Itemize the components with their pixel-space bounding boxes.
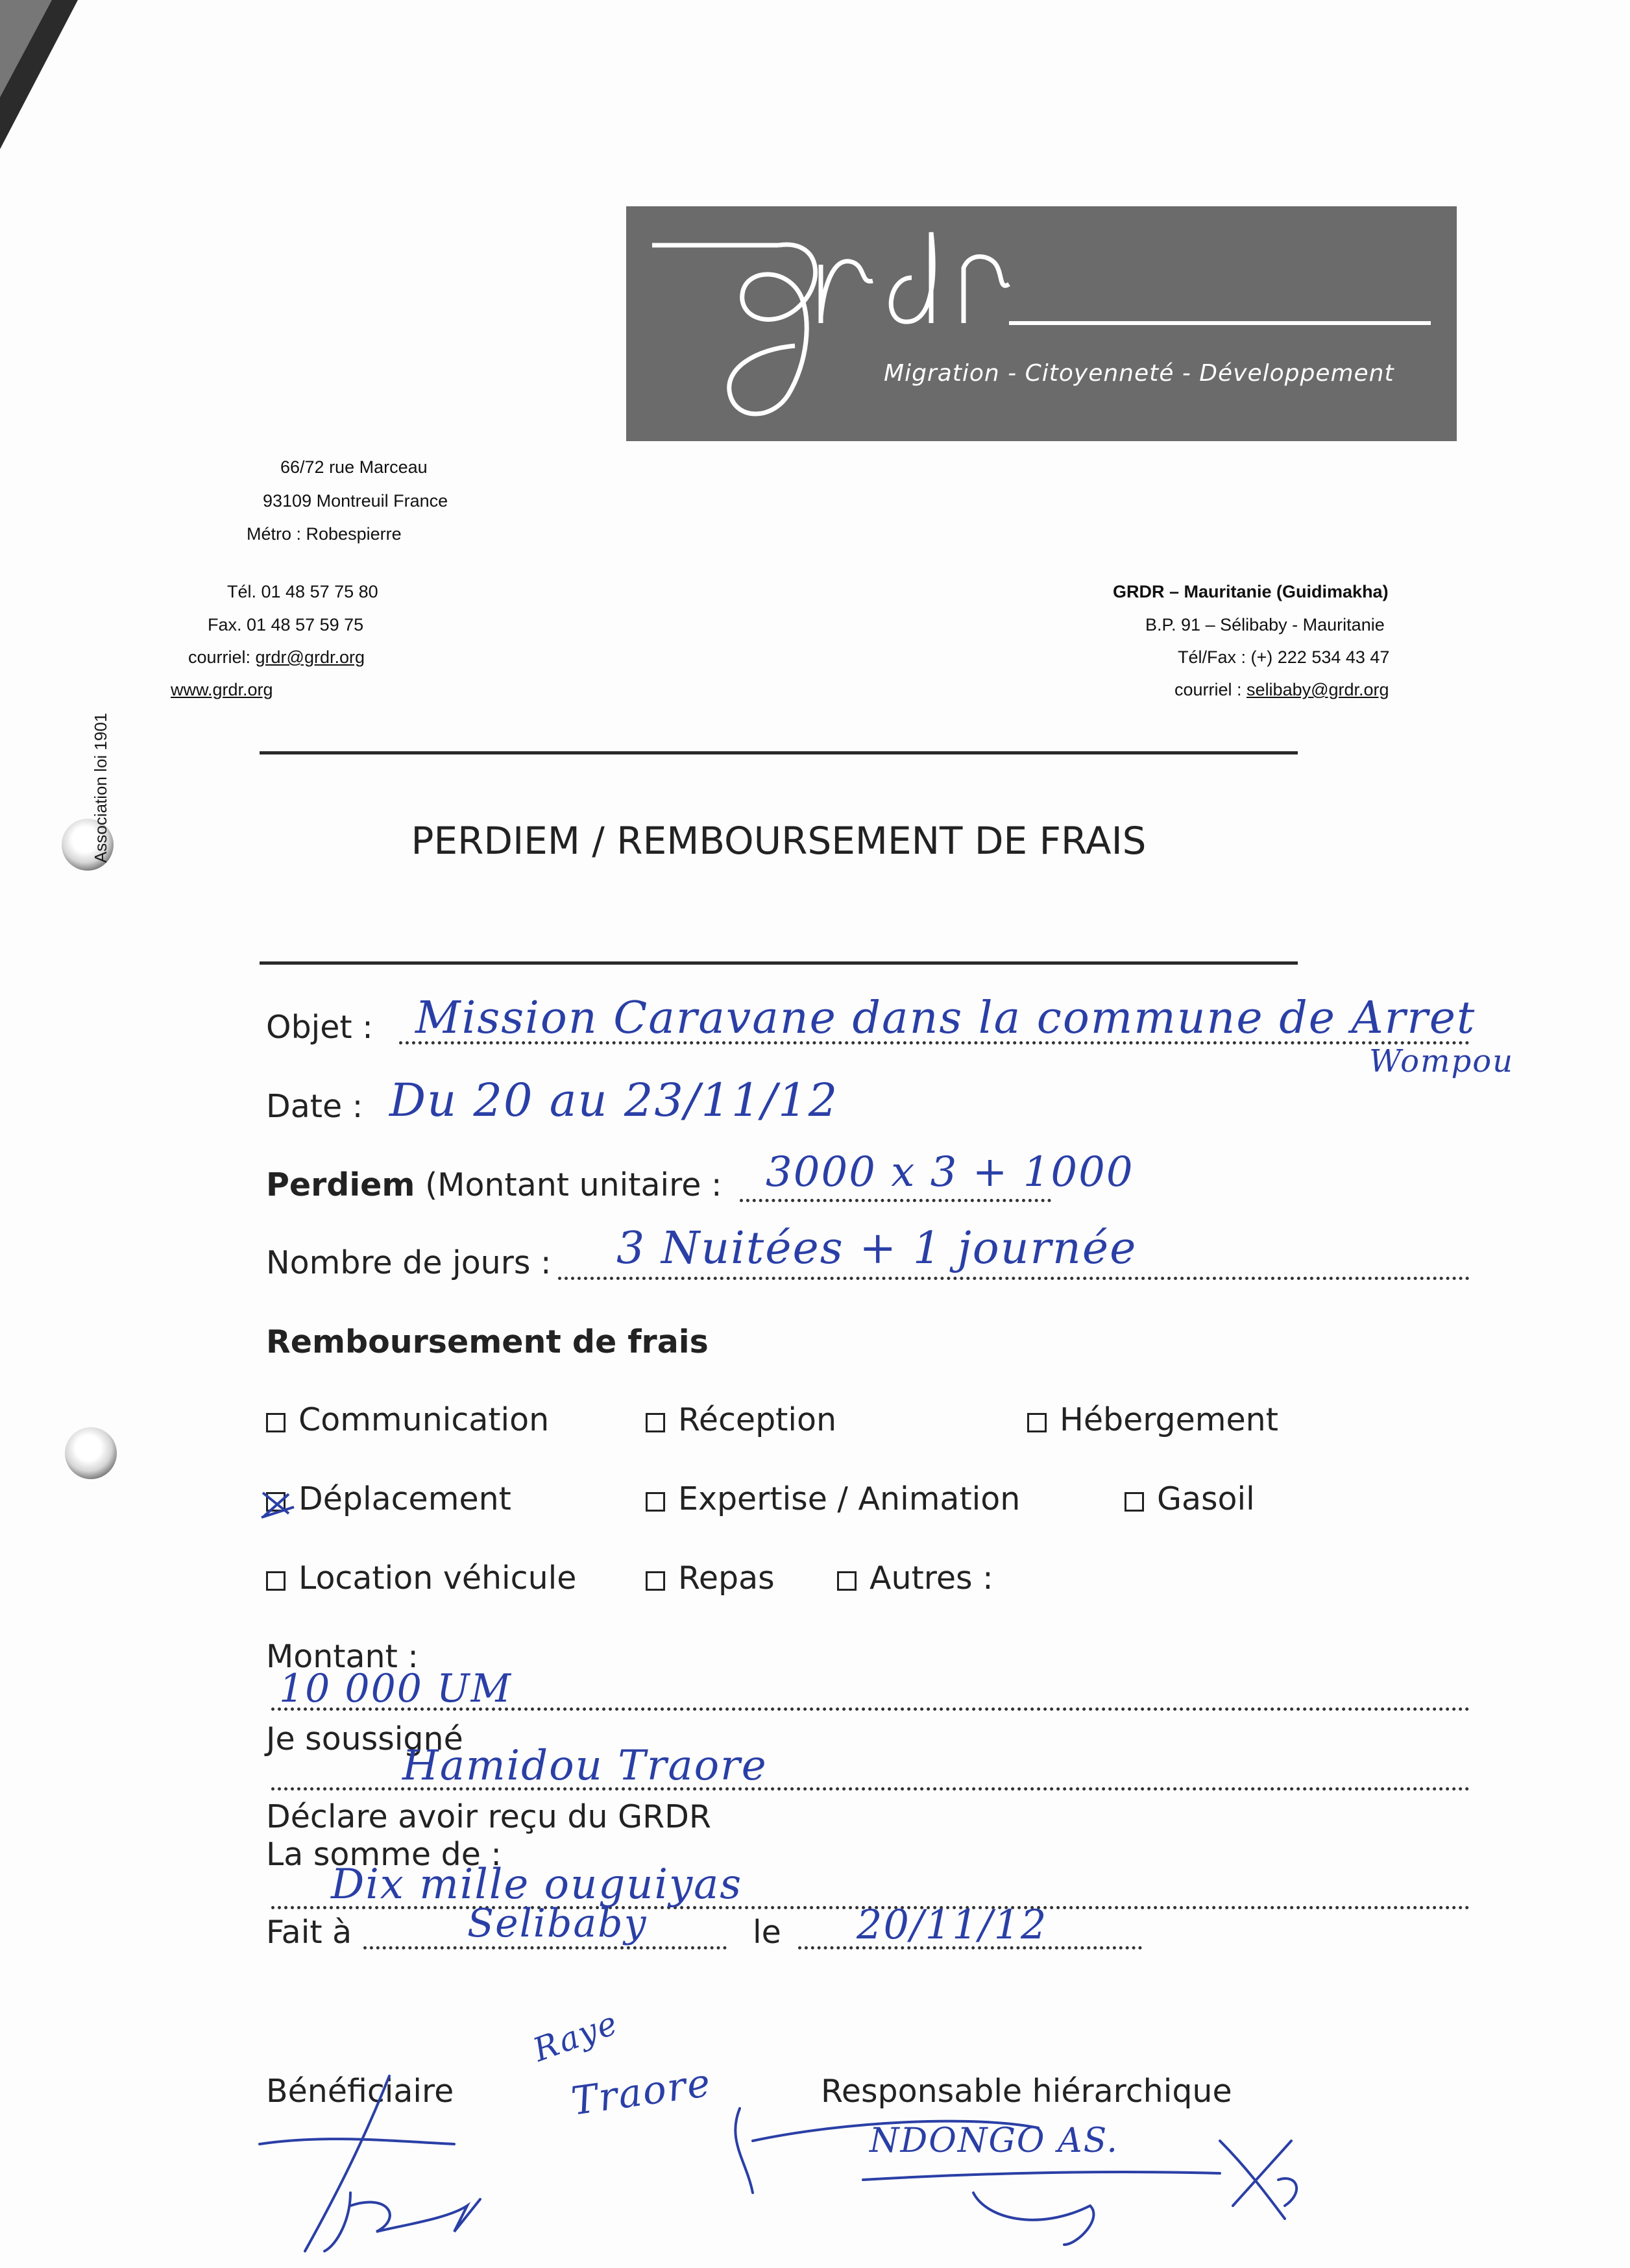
date-handwritten: Du 20 au 23/11/12 (389, 1074, 839, 1127)
montant-handwritten: 10 000 UM (279, 1666, 513, 1711)
responsable-label: Responsable hiérarchique (821, 2073, 1232, 2110)
objet-handwritten-extra: Wompou (1369, 1043, 1514, 1080)
checkbox-label: Réception (678, 1401, 837, 1438)
checkbox-label: Gasoil (1157, 1480, 1255, 1517)
signature-handwritten-2: Traore (568, 2060, 714, 2125)
address-city: 93109 Montreuil France (263, 491, 448, 511)
checkbox-label: Déplacement (298, 1480, 511, 1517)
contact-email-prefix: courriel: (188, 647, 256, 667)
le-handwritten: 20/11/12 (857, 1901, 1048, 1948)
form-title: PERDIEM / REMBOURSEMENT DE FRAIS (411, 819, 1147, 863)
perdiem-handwritten: 3000 x 3 + 1000 (766, 1148, 1134, 1196)
checkbox-label: Autres : (870, 1560, 993, 1597)
fait-label: Fait à (266, 1914, 352, 1951)
perdiem-label-bold: Perdiem (266, 1166, 415, 1203)
objet-handwritten: Mission Caravane dans la commune de Arret (415, 993, 1476, 1044)
fait-handwritten: Selibaby (467, 1901, 648, 1946)
beneficiaire-label: Bénéficiaire (266, 2073, 454, 2110)
jours-handwritten: 3 Nuitées + 1 journée (616, 1223, 1137, 1274)
contact-email-link[interactable]: grdr@grdr.org (255, 647, 365, 667)
montant-label: Montant : (266, 1638, 419, 1675)
le-label: le (753, 1914, 781, 1951)
logo-tagline: Migration - Citoyenneté - Développement (884, 360, 1394, 387)
office-name: GRDR – Mauritanie (Guidimakha) (1113, 582, 1389, 601)
office-email-link[interactable]: selibaby@grdr.org (1247, 680, 1389, 699)
somme-label: La somme de : (266, 1836, 502, 1873)
remboursement-heading: Remboursement de frais (266, 1323, 709, 1360)
soussigne-label: Je soussigné (266, 1720, 463, 1757)
office-telfax: Tél/Fax : (+) 222 534 43 47 (1178, 647, 1390, 667)
checkbox-label: Repas (678, 1560, 775, 1597)
association-label: Association loi 1901 (91, 712, 110, 863)
soussigne-handwritten: Hamidou Traore (402, 1742, 768, 1790)
jours-label: Nombre de jours : (266, 1244, 552, 1281)
date-label: Date : (266, 1088, 363, 1125)
contact-website-link[interactable]: www.grdr.org (171, 680, 273, 699)
checkbox-label: Expertise / Animation (678, 1480, 1021, 1517)
objet-label: Objet : (266, 1009, 373, 1046)
declare-label: Déclare avoir reçu du GRDR (266, 1798, 711, 1835)
signature-handwritten-1: Raye (528, 2003, 624, 2069)
checkbox-label: Hébergement (1060, 1401, 1278, 1438)
office-email-prefix: courriel : (1174, 680, 1247, 699)
contact-fax: Fax. 01 48 57 59 75 (208, 615, 364, 634)
perdiem-label-rest: (Montant unitaire : (425, 1166, 722, 1203)
address-street: 66/72 rue Marceau (280, 457, 428, 477)
office-bp: B.P. 91 – Sélibaby - Mauritanie (1145, 615, 1385, 634)
checkbox-label: Location véhicule (298, 1560, 577, 1597)
somme-handwritten: Dix mille ouguiyas (331, 1861, 743, 1909)
contact-tel: Tél. 01 48 57 75 80 (227, 582, 378, 601)
checkbox-label: Communication (298, 1401, 550, 1438)
address-metro: Métro : Robespierre (247, 524, 402, 544)
signature-responsable-name: NDONGO AS. (870, 2121, 1119, 2160)
